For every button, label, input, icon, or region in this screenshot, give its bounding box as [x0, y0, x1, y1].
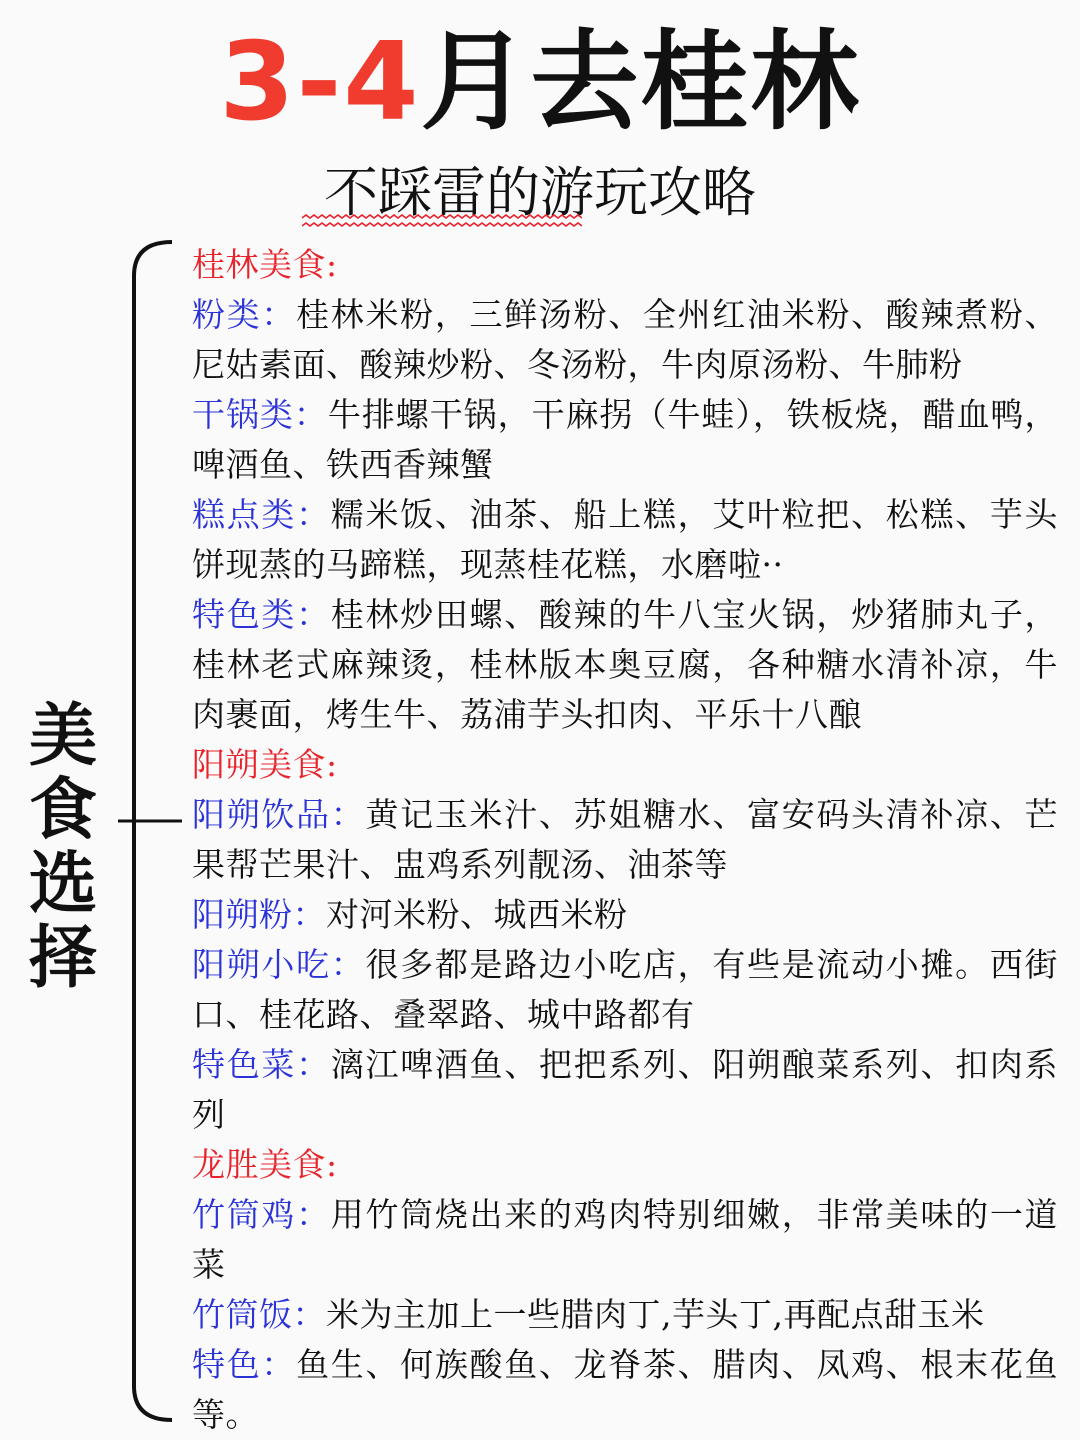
- category-text: 米为主加上一些腊肉丁,芋头丁,再配点甜玉米: [326, 1295, 985, 1334]
- category-text: 对河米粉、城西米粉: [326, 895, 628, 934]
- category-text: 很多都是路边小吃店，有些是流动小摊。西街口、桂花路、叠翠路、城中路都有: [192, 945, 1058, 1034]
- section-heading-guilin: 桂林美食:: [192, 245, 338, 284]
- food-item: [192, 1340, 1058, 1440]
- category-text: 黄记玉米汁、苏姐糖水、富安码头清补凉、芒果帮芒果汁、盅鸡系列靓汤、油茶等: [192, 795, 1058, 884]
- category-label: 阳朔粉：: [192, 895, 326, 934]
- page-subtitle: 不踩雷的游玩攻略: [324, 161, 756, 224]
- content-list: [192, 240, 1058, 1440]
- food-item: [192, 590, 1058, 740]
- food-item: [192, 1190, 1058, 1290]
- category-text: 鱼生、何族酸鱼、龙脊茶、腊肉、凤鸡、根末花鱼等。: [192, 1345, 1058, 1434]
- category-label: 竹筒鸡：: [192, 1195, 331, 1234]
- section-heading-yangshuo: 阳朔美食:: [192, 745, 338, 784]
- category-text: 糯米饭、油茶、船上糕，艾叶粒把、松糕、芋头饼现蒸的马蹄糕，现蒸桂花糕，水磨啦··: [192, 495, 1058, 584]
- food-item: [192, 790, 1058, 890]
- category-label: 特色：: [192, 1345, 297, 1384]
- category-label: 特色类：: [192, 595, 331, 634]
- category-text: 桂林米粉，三鲜汤粉、全州红油米粉、酸辣煮粉、尼姑素面、酸辣炒粉、冬汤粉，牛肉原汤粉、牛肺粉: [192, 295, 1058, 384]
- category-label: 阳朔小吃：: [192, 945, 366, 984]
- food-item: [192, 390, 1058, 490]
- title-black-part: 月去桂林: [420, 20, 861, 145]
- food-item: [192, 490, 1058, 590]
- food-item: [192, 890, 1058, 940]
- side-category-label: 美食选择: [28, 697, 97, 998]
- category-label: 竹筒饭：: [192, 1295, 326, 1334]
- category-text: 用竹筒烧出来的鸡肉特别细嫩，非常美味的一道菜: [192, 1195, 1058, 1284]
- subtitle-underline-decoration: [302, 214, 582, 230]
- category-label: 粉类：: [192, 295, 297, 334]
- category-text: 桂林炒田螺、酸辣的牛八宝火锅，炒猪肺丸子，桂林老式麻辣烫，桂林版本奥豆腐，各种糖水清补凉，牛肉裹面，烤生牛、荔浦芋头扣肉、平乐十八酿: [192, 595, 1058, 734]
- food-item: [192, 290, 1058, 390]
- category-label: 特色菜：: [192, 1045, 331, 1084]
- category-text: 牛排螺干锅，干麻拐（牛蛙），铁板烧，醋血鸭，啤酒鱼、铁西香辣蟹: [192, 395, 1059, 484]
- food-item: [192, 940, 1058, 1040]
- category-label: 阳朔饮品：: [192, 795, 366, 834]
- food-item: [192, 1290, 1058, 1340]
- page-title: [0, 18, 1080, 148]
- section-heading-longsheng: 龙胜美食:: [192, 1145, 338, 1184]
- title-red-part: 3-4: [219, 20, 421, 145]
- food-item: [192, 1040, 1058, 1140]
- category-label: 干锅类：: [192, 395, 328, 434]
- category-label: 糕点类：: [192, 495, 331, 534]
- left-bracket: [110, 236, 190, 1426]
- category-text: 漓江啤酒鱼、把把系列、阳朔酿菜系列、扣肉系列: [192, 1045, 1058, 1134]
